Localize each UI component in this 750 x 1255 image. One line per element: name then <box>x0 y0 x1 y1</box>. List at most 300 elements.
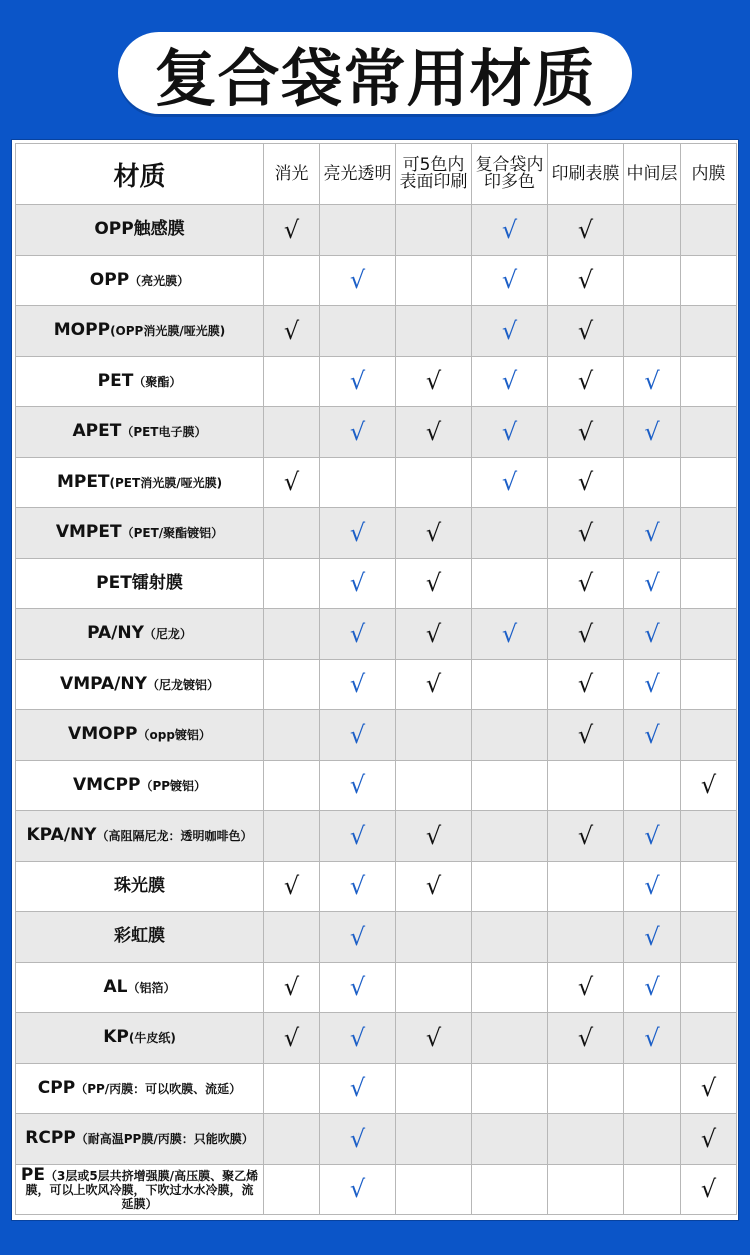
check-cell <box>681 1063 737 1114</box>
material-name: VMCPP <box>72 774 141 795</box>
check-cell <box>624 457 681 508</box>
check-cell <box>396 760 472 811</box>
check-cell <box>264 1164 320 1215</box>
material-cell <box>16 457 264 508</box>
check-cell <box>624 306 681 357</box>
checkmark-icon: √ <box>644 1023 660 1052</box>
table-row <box>16 912 737 963</box>
check-cell <box>264 710 320 761</box>
checkmark-icon: √ <box>283 1023 300 1052</box>
title-banner <box>118 32 632 114</box>
check-cell <box>472 659 548 710</box>
check-cell <box>396 508 472 559</box>
table-row <box>16 457 737 508</box>
material-name: VMOPP <box>68 724 138 745</box>
check-cell <box>396 1114 472 1165</box>
check-cell <box>396 205 472 256</box>
checkmark-icon: √ <box>644 720 660 749</box>
header-col-1 <box>320 144 396 205</box>
check-cell <box>396 306 472 357</box>
checkmark-icon: √ <box>700 771 717 800</box>
checkmark-icon: √ <box>577 367 594 396</box>
check-cell <box>320 356 396 407</box>
table-header-row <box>16 144 737 205</box>
material-table <box>15 143 737 1215</box>
table-row <box>16 659 737 710</box>
check-cell <box>624 356 681 407</box>
check-cell <box>320 760 396 811</box>
check-cell <box>264 508 320 559</box>
material-cell <box>16 962 264 1013</box>
check-cell <box>681 710 737 761</box>
checkmark-icon: √ <box>577 417 594 446</box>
table-row <box>16 1164 737 1215</box>
check-cell <box>396 912 472 963</box>
material-cell <box>16 1013 264 1064</box>
checkmark-icon: √ <box>349 973 366 1002</box>
check-cell <box>472 962 548 1013</box>
check-cell <box>472 1063 548 1114</box>
material-name: MPET <box>56 471 110 492</box>
check-cell <box>264 558 320 609</box>
header-col-2 <box>396 144 472 205</box>
check-cell <box>396 407 472 458</box>
checkmark-icon: √ <box>425 872 442 901</box>
checkmark-icon: √ <box>501 417 518 446</box>
material-note: （PET电子膜） <box>121 425 207 440</box>
check-cell <box>320 558 396 609</box>
check-cell <box>264 1013 320 1064</box>
page-title: 复合袋常用材质 <box>154 41 596 115</box>
check-cell <box>681 457 737 508</box>
check-cell <box>320 962 396 1013</box>
checkmark-icon: √ <box>425 670 442 699</box>
table-row <box>16 1013 737 1064</box>
check-cell <box>472 1164 548 1215</box>
check-cell <box>472 760 548 811</box>
check-cell <box>320 609 396 660</box>
checkmark-icon: √ <box>501 316 518 345</box>
checkmark-icon: √ <box>644 670 660 699</box>
material-name: MOPP <box>53 320 111 341</box>
checkmark-icon: √ <box>644 417 660 446</box>
check-cell <box>681 609 737 660</box>
check-cell <box>624 760 681 811</box>
check-cell <box>320 861 396 912</box>
checkmark-icon: √ <box>577 720 594 749</box>
check-cell <box>472 1114 548 1165</box>
check-cell <box>624 558 681 609</box>
check-cell <box>264 306 320 357</box>
check-cell <box>548 1013 624 1064</box>
check-cell <box>681 1013 737 1064</box>
material-name: KP <box>103 1027 129 1048</box>
check-cell <box>681 356 737 407</box>
header-col-line: 可5色内 <box>402 155 465 175</box>
material-cell <box>16 255 264 306</box>
table-row <box>16 609 737 660</box>
material-cell <box>16 1164 264 1215</box>
checkmark-icon: √ <box>283 973 300 1002</box>
check-cell <box>320 912 396 963</box>
check-cell <box>396 1063 472 1114</box>
check-cell <box>624 1013 681 1064</box>
check-cell <box>396 457 472 508</box>
check-cell <box>681 558 737 609</box>
check-cell <box>396 558 472 609</box>
check-cell <box>681 861 737 912</box>
check-cell <box>320 407 396 458</box>
header-col-line: 亮光透明 <box>323 163 392 184</box>
material-cell <box>16 508 264 559</box>
check-cell <box>624 710 681 761</box>
table-row <box>16 255 737 306</box>
header-col-line: 消光 <box>274 163 309 184</box>
check-cell <box>264 609 320 660</box>
header-col-line: 印刷表膜 <box>551 163 620 184</box>
check-cell <box>548 306 624 357</box>
material-name: 珠光膜 <box>114 875 165 896</box>
check-cell <box>548 609 624 660</box>
checkmark-icon: √ <box>349 518 366 547</box>
check-cell <box>320 508 396 559</box>
checkmark-icon: √ <box>425 417 442 446</box>
checkmark-icon: √ <box>349 569 366 598</box>
table-row <box>16 811 737 862</box>
material-name: PA/NY <box>87 623 144 644</box>
table-row <box>16 1114 737 1165</box>
header-col-3 <box>472 144 548 205</box>
checkmark-icon: √ <box>644 872 660 901</box>
checkmark-icon: √ <box>501 468 518 497</box>
material-cell <box>16 356 264 407</box>
check-cell <box>681 1114 737 1165</box>
check-cell <box>320 1013 396 1064</box>
material-name: KPA/NY <box>26 825 97 846</box>
material-note: （PP/丙膜：可以吹膜、流延） <box>75 1081 242 1096</box>
check-cell <box>624 407 681 458</box>
check-cell <box>264 811 320 862</box>
check-cell <box>548 962 624 1013</box>
checkmark-icon: √ <box>425 367 442 396</box>
check-cell <box>264 407 320 458</box>
table-row <box>16 306 737 357</box>
check-cell <box>396 255 472 306</box>
check-cell <box>472 306 548 357</box>
material-cell <box>16 760 264 811</box>
check-cell <box>472 255 548 306</box>
check-cell <box>681 811 737 862</box>
checkmark-icon: √ <box>700 1175 717 1204</box>
checkmark-icon: √ <box>349 872 366 901</box>
check-cell <box>320 205 396 256</box>
check-cell <box>548 659 624 710</box>
table-body <box>16 205 737 1215</box>
check-cell <box>264 912 320 963</box>
checkmark-icon: √ <box>283 215 300 244</box>
check-cell <box>548 1164 624 1215</box>
table-row <box>16 962 737 1013</box>
table-row <box>16 508 737 559</box>
check-cell <box>472 811 548 862</box>
material-cell <box>16 609 264 660</box>
material-note: （尼龙镀铝） <box>146 677 219 692</box>
check-cell <box>624 962 681 1013</box>
checkmark-icon: √ <box>283 316 300 345</box>
material-note: (PET消光膜/哑光膜) <box>109 475 223 490</box>
check-cell <box>681 760 737 811</box>
check-cell <box>396 861 472 912</box>
checkmark-icon: √ <box>283 468 300 497</box>
check-cell <box>396 962 472 1013</box>
checkmark-icon: √ <box>349 266 366 295</box>
check-cell <box>681 912 737 963</box>
material-note: （尼龙） <box>143 627 192 642</box>
header-col-line: 印多色 <box>484 172 535 192</box>
material-note: （耐高温PP膜/丙膜：只能吹膜） <box>75 1132 254 1147</box>
check-cell <box>681 1164 737 1215</box>
material-name: PET镭射膜 <box>96 572 183 593</box>
material-name: PET <box>97 370 134 391</box>
checkmark-icon: √ <box>425 569 442 598</box>
material-note: （PP镀铝） <box>140 778 207 793</box>
header-col-line: 内膜 <box>691 163 726 184</box>
check-cell <box>264 760 320 811</box>
check-cell <box>548 356 624 407</box>
checkmark-icon: √ <box>577 569 594 598</box>
material-cell <box>16 1114 264 1165</box>
check-cell <box>548 407 624 458</box>
check-cell <box>472 912 548 963</box>
checkmark-icon: √ <box>644 569 660 598</box>
material-name: OPP <box>89 269 130 290</box>
check-cell <box>320 1164 396 1215</box>
check-cell <box>548 861 624 912</box>
material-cell <box>16 811 264 862</box>
material-name: RCPP <box>25 1128 76 1149</box>
checkmark-icon: √ <box>577 518 594 547</box>
checkmark-icon: √ <box>349 367 366 396</box>
checkmark-icon: √ <box>501 266 518 295</box>
check-cell <box>472 407 548 458</box>
check-cell <box>320 1063 396 1114</box>
checkmark-icon: √ <box>425 821 442 850</box>
material-note: （3层或5层共挤增强膜/高压膜、聚乙烯膜，可以上吹风冷膜，下吹过水水冷膜，流延膜） <box>25 1168 259 1211</box>
check-cell <box>320 306 396 357</box>
check-cell <box>548 205 624 256</box>
table-row <box>16 861 737 912</box>
check-cell <box>548 1063 624 1114</box>
check-cell <box>396 1164 472 1215</box>
table-row <box>16 558 737 609</box>
check-cell <box>681 255 737 306</box>
check-cell <box>396 356 472 407</box>
check-cell <box>681 205 737 256</box>
check-cell <box>396 1013 472 1064</box>
material-name: VMPA/NY <box>60 673 147 694</box>
checkmark-icon: √ <box>425 1023 442 1052</box>
check-cell <box>320 659 396 710</box>
material-note: (OPP消光膜/哑光膜) <box>110 324 226 339</box>
material-cell <box>16 1063 264 1114</box>
header-col-6 <box>681 144 737 205</box>
check-cell <box>624 1063 681 1114</box>
check-cell <box>320 1114 396 1165</box>
checkmark-icon: √ <box>577 316 594 345</box>
check-cell <box>472 861 548 912</box>
checkmark-icon: √ <box>501 367 518 396</box>
material-note: （亮光膜） <box>129 273 190 288</box>
header-col-4 <box>548 144 624 205</box>
header-col-5 <box>624 144 681 205</box>
check-cell <box>472 508 548 559</box>
checkmark-icon: √ <box>349 821 366 850</box>
material-cell <box>16 912 264 963</box>
check-cell <box>396 609 472 660</box>
check-cell <box>472 457 548 508</box>
check-cell <box>264 255 320 306</box>
check-cell <box>548 710 624 761</box>
checkmark-icon: √ <box>644 973 660 1002</box>
header-col-line: 表面印刷 <box>399 172 468 192</box>
checkmark-icon: √ <box>349 1124 366 1153</box>
header-col-line: 中间层 <box>626 163 678 184</box>
table-row <box>16 205 737 256</box>
material-note: （高阻隔尼龙：透明咖啡色） <box>96 829 253 844</box>
check-cell <box>264 356 320 407</box>
check-cell <box>624 659 681 710</box>
material-name: OPP触感膜 <box>94 219 185 240</box>
checkmark-icon: √ <box>349 922 366 951</box>
check-cell <box>264 861 320 912</box>
checkmark-icon: √ <box>577 619 594 648</box>
checkmark-icon: √ <box>501 619 518 648</box>
check-cell <box>624 508 681 559</box>
header-col-0 <box>264 144 320 205</box>
checkmark-icon: √ <box>349 619 366 648</box>
checkmark-icon: √ <box>577 973 594 1002</box>
material-name: PE <box>20 1164 45 1185</box>
material-name: VMPET <box>55 522 122 543</box>
check-cell <box>548 255 624 306</box>
check-cell <box>472 558 548 609</box>
material-note: （铝箔） <box>127 980 176 995</box>
checkmark-icon: √ <box>349 771 366 800</box>
checkmark-icon: √ <box>644 518 660 547</box>
table-row <box>16 1063 737 1114</box>
check-cell <box>264 1114 320 1165</box>
check-cell <box>624 205 681 256</box>
checkmark-icon: √ <box>577 1023 594 1052</box>
material-note: (牛皮纸) <box>128 1031 176 1046</box>
check-cell <box>624 861 681 912</box>
checkmark-icon: √ <box>644 922 660 951</box>
check-cell <box>548 508 624 559</box>
check-cell <box>624 912 681 963</box>
check-cell <box>624 1114 681 1165</box>
checkmark-icon: √ <box>577 821 594 850</box>
check-cell <box>472 205 548 256</box>
check-cell <box>624 609 681 660</box>
check-cell <box>264 1063 320 1114</box>
check-cell <box>472 1013 548 1064</box>
material-name: 彩虹膜 <box>114 926 165 947</box>
check-cell <box>681 659 737 710</box>
check-cell <box>548 558 624 609</box>
checkmark-icon: √ <box>349 1074 366 1103</box>
checkmark-icon: √ <box>644 821 660 850</box>
check-cell <box>624 1164 681 1215</box>
checkmark-icon: √ <box>349 1023 366 1052</box>
check-cell <box>320 457 396 508</box>
header-col-line: 复合袋内 <box>475 155 544 175</box>
table-row <box>16 407 737 458</box>
table-row <box>16 760 737 811</box>
material-note: （聚酯） <box>133 374 182 389</box>
check-cell <box>548 811 624 862</box>
material-note: （opp镀铝） <box>137 728 211 743</box>
checkmark-icon: √ <box>349 670 366 699</box>
check-cell <box>681 508 737 559</box>
material-name: AL <box>103 976 128 997</box>
material-cell <box>16 710 264 761</box>
check-cell <box>396 710 472 761</box>
checkmark-icon: √ <box>700 1124 717 1153</box>
check-cell <box>548 457 624 508</box>
checkmark-icon: √ <box>577 670 594 699</box>
check-cell <box>396 811 472 862</box>
check-cell <box>548 912 624 963</box>
checkmark-icon: √ <box>349 1175 366 1204</box>
check-cell <box>264 457 320 508</box>
header-material: 材质 <box>16 144 264 205</box>
checkmark-icon: √ <box>501 215 518 244</box>
checkmark-icon: √ <box>644 367 660 396</box>
check-cell <box>548 1114 624 1165</box>
check-cell <box>472 710 548 761</box>
check-cell <box>681 962 737 1013</box>
check-cell <box>396 659 472 710</box>
material-cell <box>16 205 264 256</box>
material-cell <box>16 558 264 609</box>
check-cell <box>320 255 396 306</box>
check-cell <box>548 760 624 811</box>
checkmark-icon: √ <box>425 518 442 547</box>
checkmark-icon: √ <box>425 619 442 648</box>
checkmark-icon: √ <box>577 266 594 295</box>
table-row <box>16 710 737 761</box>
check-cell <box>320 710 396 761</box>
material-note: （PET/聚酯镀铝） <box>121 526 224 541</box>
check-cell <box>264 962 320 1013</box>
checkmark-icon: √ <box>349 417 366 446</box>
checkmark-icon: √ <box>577 215 594 244</box>
material-name: APET <box>72 421 122 442</box>
checkmark-icon: √ <box>349 720 366 749</box>
material-name: CPP <box>37 1077 76 1098</box>
check-cell <box>681 306 737 357</box>
checkmark-icon: √ <box>577 468 594 497</box>
check-cell <box>264 205 320 256</box>
check-cell <box>681 407 737 458</box>
check-cell <box>264 659 320 710</box>
checkmark-icon: √ <box>644 619 660 648</box>
checkmark-icon: √ <box>283 872 300 901</box>
check-cell <box>472 356 548 407</box>
material-cell <box>16 861 264 912</box>
material-cell <box>16 306 264 357</box>
checkmark-icon: √ <box>700 1074 717 1103</box>
